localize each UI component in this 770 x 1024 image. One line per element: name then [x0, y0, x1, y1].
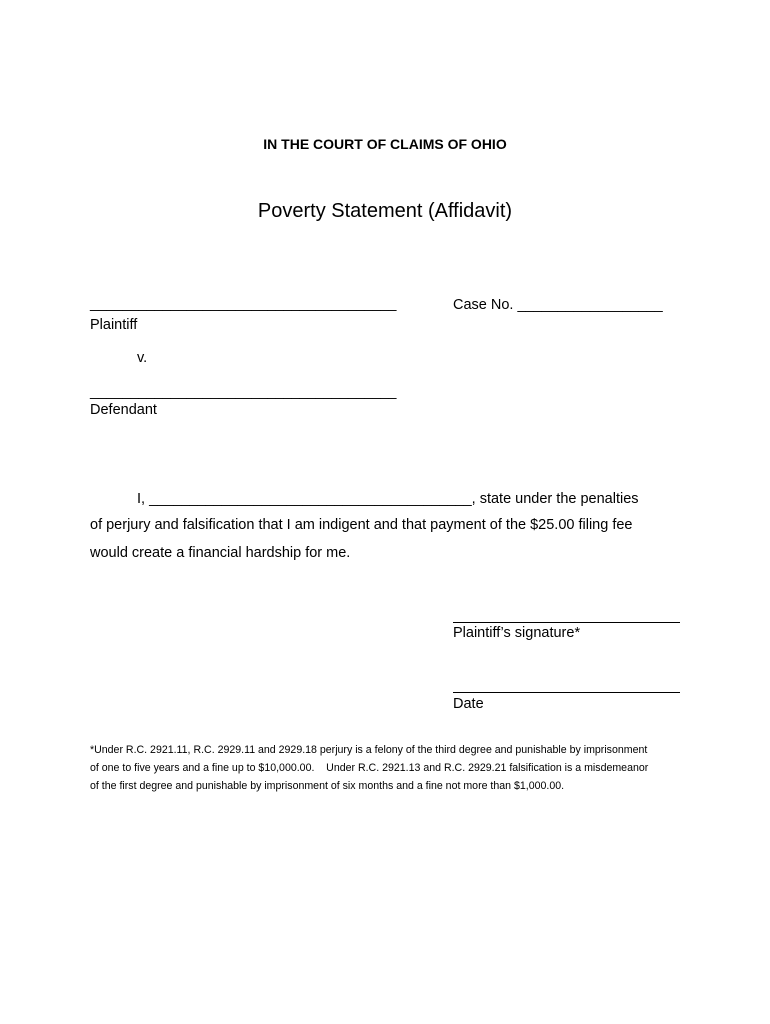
signature-line[interactable]	[453, 622, 680, 623]
statement-line-2: of perjury and falsification that I am indigent and that payment of the $25.00 filing fee	[90, 517, 633, 533]
versus-label: v.	[137, 350, 148, 366]
document-title: Poverty Statement (Affidavit)	[257, 200, 513, 222]
footnote-line-1: *Under R.C. 2921.11, R.C. 2929.11 and 2929.18 perjury is a felony of the third degree and punishable by imprisonment	[90, 744, 648, 756]
footnote-line-3: of the first degree and punishable by imprisonment of six months and a fine not more than $1,000.00.	[90, 780, 565, 792]
date-line[interactable]	[453, 692, 680, 693]
court-heading: IN THE COURT OF CLAIMS OF OHIO	[263, 136, 507, 152]
plaintiff-name-blank[interactable]: ______________________________________	[90, 296, 397, 312]
defendant-label: Defendant	[90, 402, 157, 418]
affiant-name-statement[interactable]: I, ________________________________________, state under the penalties	[137, 491, 639, 507]
statement-line-3: would create a financial hardship for me.	[90, 545, 351, 561]
footnote-line-2: of one to five years and a fine up to $10,000.00. Under R.C. 2921.13 and R.C. 2929.21 falsification is a misdemeanor	[90, 762, 649, 774]
signature-label: Plaintiff’s signature*	[453, 625, 581, 641]
date-label: Date	[453, 696, 484, 712]
defendant-name-blank[interactable]: ______________________________________	[90, 384, 397, 400]
case-number-field[interactable]: Case No. __________________	[453, 297, 663, 313]
plaintiff-label: Plaintiff	[90, 317, 138, 333]
footnote	[90, 741, 690, 795]
